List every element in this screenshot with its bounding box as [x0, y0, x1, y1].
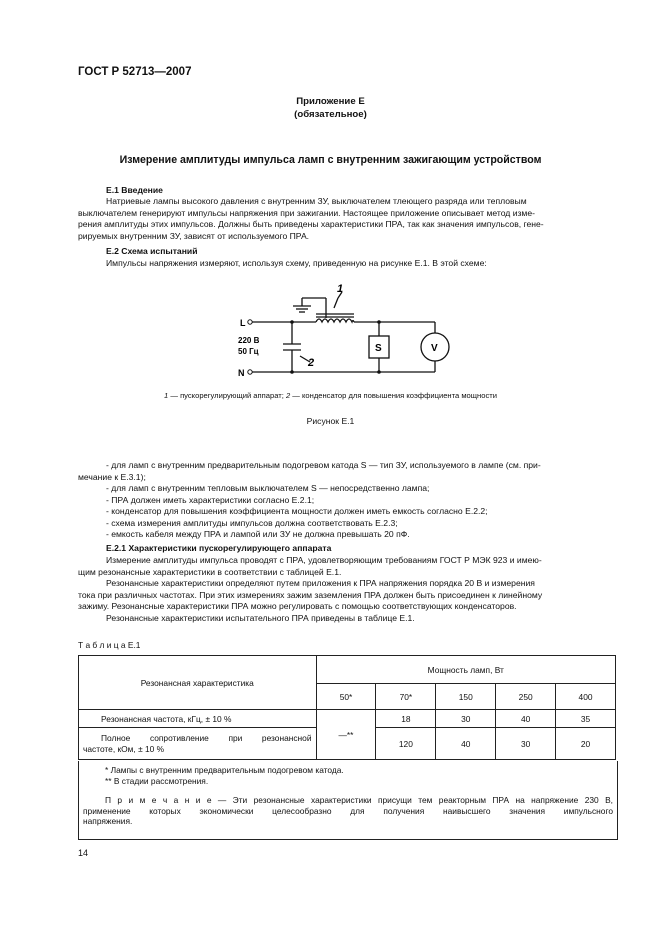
- e21-line: Резонансные характеристики определяют путем приложения к ПРА напряжения порядка 20 В и измерения: [106, 578, 535, 588]
- group-header: Мощность ламп, Вт: [316, 656, 615, 684]
- terminal-l: L: [240, 318, 246, 328]
- heading-e1: Е.1 Введение: [106, 185, 163, 195]
- table-notes: [78, 761, 618, 840]
- e1-line: выключателем генерируют импульсы напряжения при зажигании. Настоящее приложение описывает метод изме-: [78, 207, 535, 218]
- row-label-line: Полное сопротивление при резонансной: [101, 732, 312, 743]
- heading-e2: Е.2 Схема испытаний: [106, 246, 198, 256]
- note-line: применение которых экономически целесообразно для получения наивысшего значения импульсного: [83, 805, 613, 816]
- figure-legend: [0, 391, 661, 400]
- list-item: - схема измерения амплитуды импульсов должна соответствовать Е.2.3;: [106, 517, 398, 528]
- ignitor-box-label: S: [375, 343, 382, 354]
- list-item: мечание к Е.3.1);: [78, 471, 146, 482]
- legend-text-2: — конденсатор для повышения коэффициента мощности: [290, 391, 497, 400]
- e1-line: рения амплитуды этих импульсов. Должны быть приведены характеристики ПРА, так как значения импульсов, гене-: [78, 219, 544, 229]
- heading-e21: Е.2.1 Характеристики пускорегулирующего аппарата: [106, 543, 332, 553]
- table-cell: 18: [376, 710, 436, 728]
- e1-line: рируемых внутренним ЗУ, зависят от используемого ПРА.: [78, 230, 310, 241]
- col-header: Резонансная характеристика: [79, 656, 317, 710]
- circuit-diagram: [230, 280, 470, 380]
- legend-text-1: — пускорегулирующий аппарат;: [168, 391, 286, 400]
- merged-50w-cell: —**: [316, 710, 376, 760]
- table-title: Т а б л и ц а Е.1: [78, 640, 141, 650]
- row-label: [79, 728, 317, 760]
- conditions-list: [78, 460, 616, 541]
- list-item: - ПРА должен иметь характеристики согласно Е.2.1;: [106, 494, 315, 505]
- terminal-n: N: [238, 368, 245, 378]
- table-cell: 30: [436, 710, 496, 728]
- power-cell: 70*: [376, 684, 436, 710]
- appendix-status: (обязательное): [294, 109, 367, 120]
- list-item: - для ламп с внутренним предварительным подогревом катода S — тип ЗУ, используемого в лампе (см. при-: [106, 460, 541, 470]
- list-item: - для ламп с внутренним тепловым выключателем S — непосредственно лампа;: [106, 483, 430, 493]
- table-row: [79, 710, 616, 728]
- table-cell: 40: [496, 710, 556, 728]
- e21-line: Измерение амплитуды импульса проводят с ПРА, удовлетворяющим требованиям ГОСТ Р МЭК 923 и имею-: [106, 555, 542, 565]
- resonance-table: [78, 655, 616, 760]
- supply-frequency: 50 Гц: [238, 347, 259, 356]
- ballast-coil: [316, 319, 354, 322]
- legend-num-2: 2: [285, 391, 291, 400]
- footnote: * Лампы с внутренним предварительным подогревом катода.: [105, 765, 344, 775]
- list-item: - емкость кабеля между ПРА и лампой или ЗУ не должна превышать 20 пФ.: [106, 529, 410, 539]
- row-label: Резонансная частота, кГц, ± 10 %: [79, 710, 317, 728]
- e1-paragraph: [78, 196, 616, 242]
- note-line: П р и м е ч а н и е — Эти резонансные характеристики присущи тем реакторным ПРА на напряжение 230 В,: [105, 795, 613, 805]
- e21-paragraph: [78, 555, 616, 624]
- table-cell: 30: [496, 728, 556, 760]
- figure-caption: Рисунок Е.1: [306, 416, 355, 426]
- e21-line: щим резонансные характеристики в соответствии с таблицей Е.1.: [78, 566, 342, 577]
- section-title: Измерение амплитуды импульса ламп с внутренним зажигающим устройством: [119, 154, 542, 166]
- power-cell: 400: [556, 684, 616, 710]
- e21-line: Резонансные характеристики испытательного ПРА приведены в таблице Е.1.: [106, 612, 415, 623]
- label-capacitor: 2: [308, 357, 315, 369]
- document-code: ГОСТ Р 52713—2007: [78, 66, 192, 78]
- label-ballast: 1: [337, 283, 344, 295]
- footnote: ** В стадии рассмотрения.: [105, 775, 209, 786]
- supply-voltage: 220 В: [238, 336, 260, 345]
- e21-line: тока при различных частотах. При этих измерениях зажим заземления ПРА должен быть присоединен к линейному: [78, 589, 543, 600]
- e21-line: зажиму. Резонансные характеристики ПРА можно регулировать с помощью соответствующих конденсаторов.: [78, 601, 517, 611]
- e1-line: Натриевые лампы высокого давления с внутренним ЗУ, выключателем тлеющего разряда или тепловым: [106, 196, 527, 206]
- e2-line: Импульсы напряжения измеряют, используя схему, приведенную на рисунке Е.1. В этой схеме:: [106, 258, 487, 268]
- table-cell: 20: [556, 728, 616, 760]
- appendix-title: Приложение Е: [296, 96, 365, 107]
- voltmeter-label: V: [431, 343, 438, 354]
- note-line: напряжения.: [83, 816, 133, 826]
- power-cell: 50*: [316, 684, 376, 710]
- table-cell: 40: [436, 728, 496, 760]
- row-label-line: частоте, кОм, ± 10 %: [83, 743, 165, 754]
- list-item: - конденсатор для повышения коэффициента мощности должен иметь емкость согласно Е.2.2;: [106, 506, 488, 516]
- table-cell: 35: [556, 710, 616, 728]
- power-cell: 250: [496, 684, 556, 710]
- power-cell: 150: [436, 684, 496, 710]
- table-cell: 120: [376, 728, 436, 760]
- legend-num-1: 1: [164, 391, 169, 400]
- page-number: 14: [78, 848, 89, 858]
